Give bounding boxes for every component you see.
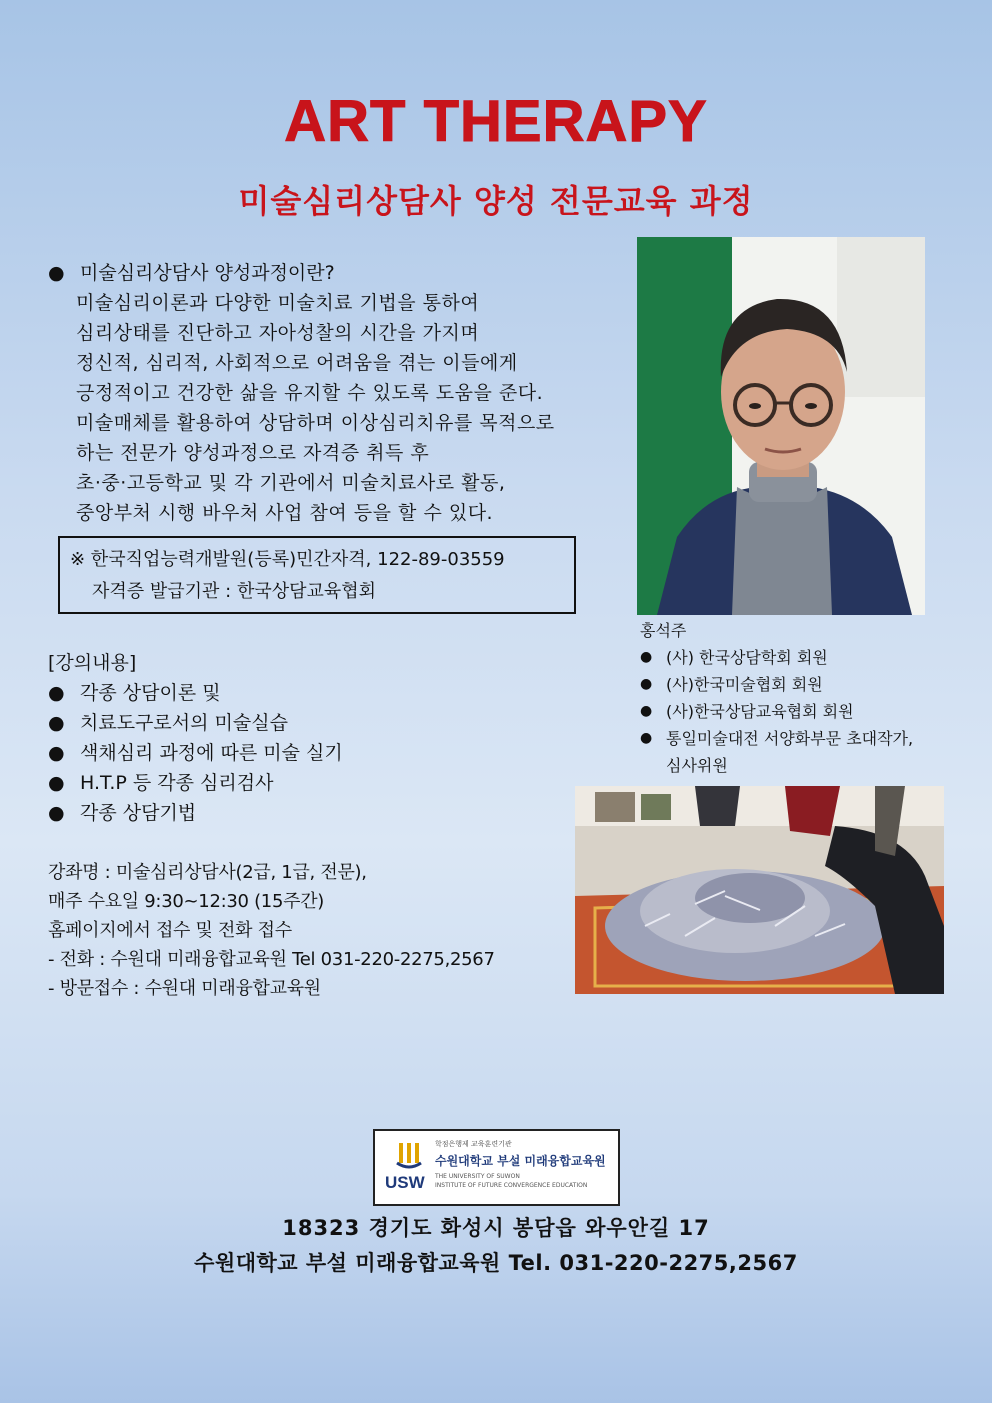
intro-line: 중앙부처 시행 바우처 사업 참여 등을 할 수 있다.	[76, 502, 494, 524]
lecture-item-text: 치료도구로서의 미술실습	[80, 712, 288, 734]
bullet-icon: ●	[48, 742, 65, 764]
intro-heading-text: 미술심리상담사 양성과정이란?	[80, 262, 335, 284]
credential-text: 통일미술대전 서양화부문 초대작가,	[666, 729, 914, 748]
bullet-icon: ●	[640, 703, 653, 719]
bullet-icon: ●	[48, 262, 65, 284]
intro-line: 미술매체를 활용하여 상담하며 이상심리치유를 목적으로	[76, 412, 555, 434]
certification-notice	[58, 536, 576, 614]
course-line: 매주 수요일 9:30~12:30 (15주간)	[48, 891, 325, 912]
footer-contact: 수원대학교 부설 미래융합교육원 Tel. 031-220-2275,2567	[194, 1251, 798, 1275]
usw-emblem-icon	[395, 1141, 423, 1171]
intro-line: 정신적, 심리적, 사회적으로 어려움을 겪는 이들에게	[76, 352, 518, 374]
bullet-icon: ●	[640, 730, 653, 746]
credential-text: (사) 한국상담학회 회원	[666, 648, 828, 667]
course-line: 홈페이지에서 접수 및 전화 접수	[48, 920, 292, 941]
credential-continuation	[640, 752, 960, 779]
course-line: 강좌명 : 미술심리상담사(2급, 1급, 전문),	[48, 862, 367, 883]
intro-line: 미술심리이론과 다양한 미술치료 기법을 통하여	[76, 292, 480, 314]
portrait-illustration	[637, 237, 925, 615]
notice-line-1: ※ 한국직업능력개발원(등록)민간자격, 122-89-03559	[70, 549, 505, 570]
intro-line: 초·중·고등학교 및 각 기관에서 미술치료사로 활동,	[76, 472, 506, 494]
notice-line-2: 자격증 발급기관 : 한국상담교육협회	[92, 581, 377, 602]
workshop-photo	[575, 786, 944, 994]
lecture-item-text: H.T.P 등 각종 심리검사	[80, 772, 274, 794]
bullet-icon: ●	[48, 802, 65, 824]
logo-abbr: USW	[385, 1173, 425, 1192]
credential-text: (사)한국미술협회 회원	[666, 675, 823, 694]
intro-line: 긍정적이고 건강한 삶을 유지할 수 있도록 도움을 준다.	[76, 382, 544, 404]
logo-tagline: 학점은행제 교육훈련기관	[435, 1140, 512, 1148]
bullet-icon: ●	[48, 712, 65, 734]
intro-line: 심리상태를 진단하고 자아성찰의 시간을 가지며	[76, 322, 480, 344]
list-item	[48, 708, 568, 738]
intro-heading	[48, 258, 608, 288]
list-item	[640, 644, 960, 671]
instructor-profile	[640, 617, 960, 779]
lecture-item-text: 각종 상담이론 및	[80, 682, 221, 704]
intro-line: 하는 전문가 양성과정으로 자격증 취득 후	[76, 442, 430, 464]
institution-logo	[373, 1129, 620, 1206]
course-line: - 전화 : 수원대 미래융합교육원 Tel 031-220-2275,2567	[48, 949, 495, 970]
instructor-name: 홍석주	[640, 621, 687, 640]
list-item	[640, 698, 960, 725]
list-item	[48, 738, 568, 768]
credential-text: 심사위원	[666, 756, 728, 775]
lecture-heading: [강의내용]	[48, 652, 137, 674]
course-info	[48, 858, 608, 1003]
lecture-item-text: 색채심리 과정에 따른 미술 실기	[80, 742, 343, 764]
instructor-photo	[637, 237, 925, 615]
intro-section	[48, 258, 608, 528]
course-line: - 방문접수 : 수원대 미래융합교육원	[48, 978, 321, 999]
lecture-section	[48, 648, 568, 828]
list-item	[48, 798, 568, 828]
list-item	[48, 678, 568, 708]
page-subtitle: 미술심리상담사 양성 전문교육 과정	[238, 182, 754, 220]
bullet-icon: ●	[640, 649, 653, 665]
bullet-icon: ●	[48, 772, 65, 794]
lecture-item-text: 각종 상담기법	[80, 802, 197, 824]
list-item	[640, 725, 960, 752]
footer-address: 18323 경기도 화성시 봉담읍 와우안길 17	[282, 1216, 710, 1240]
logo-name-en-2: INSTITUTE OF FUTURE CONVERGENCE EDUCATION	[435, 1182, 588, 1189]
list-item	[640, 671, 960, 698]
bullet-icon: ●	[640, 676, 653, 692]
logo-name-en-1: THE UNIVERSITY OF SUWON	[435, 1173, 520, 1180]
bullet-icon: ●	[48, 682, 65, 704]
logo-name-ko: 수원대학교 부설 미래융합교육원	[435, 1154, 606, 1168]
page-title: ART THERAPY	[284, 89, 708, 154]
credential-text: (사)한국상담교육협회 회원	[666, 702, 854, 721]
list-item	[48, 768, 568, 798]
workshop-illustration	[575, 786, 944, 994]
